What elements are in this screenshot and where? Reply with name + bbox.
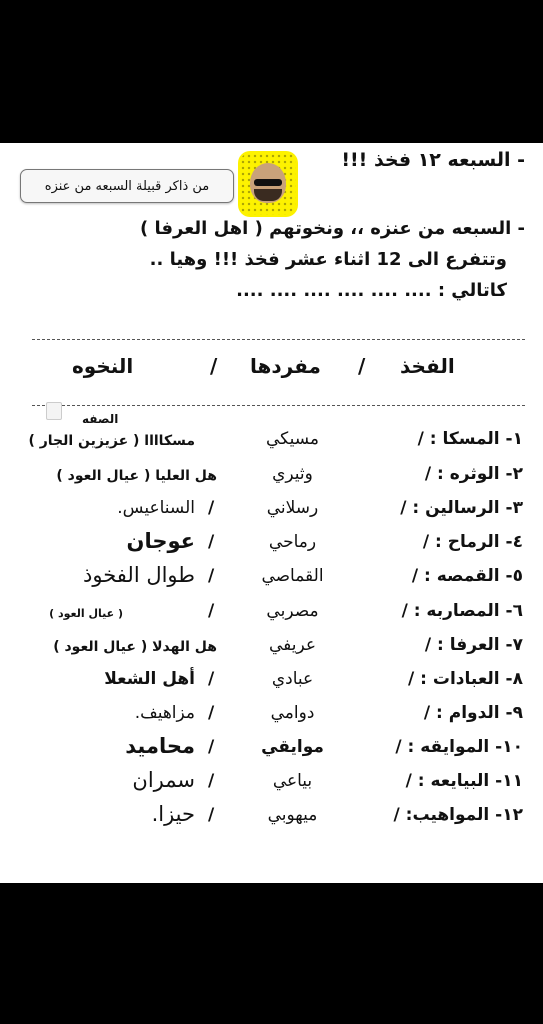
table-row — [0, 563, 543, 600]
row-fakhdh: ٣- الرسالين : / — [400, 498, 523, 518]
table-row — [0, 635, 543, 669]
row-fakhdh: ٢- الوثره : / — [424, 464, 523, 484]
document-page — [0, 143, 543, 883]
table-row — [0, 768, 543, 805]
header-sep: / — [358, 354, 366, 378]
intro-line: وتتفرع الى 12 اثناء عشر فخذ !!! وهيا .. — [149, 249, 507, 270]
row-nakhwa: هل العليا ( عيال العود ) — [56, 468, 217, 484]
table-row — [0, 734, 543, 771]
chat-bubble: من ذاكر قبيلة السبعه من عنزه — [20, 169, 234, 203]
row-sep: / — [208, 805, 215, 825]
header-sep: / — [210, 354, 218, 378]
table-row — [0, 601, 543, 635]
divider — [32, 405, 525, 406]
row-nakhwa: السناعيس. — [117, 498, 195, 518]
row-fakhdh: ٤- الرماح : / — [422, 532, 523, 552]
row-singular: موايقي — [261, 737, 324, 757]
row-sep: / — [208, 737, 215, 757]
row-sep: / — [208, 532, 215, 552]
row-sep: / — [208, 771, 215, 791]
row-sep: / — [208, 669, 215, 689]
safa-label: الصفه — [82, 412, 119, 426]
row-singular: عريفي — [268, 635, 317, 655]
row-singular: رسلاني — [266, 498, 319, 518]
row-fakhdh: ٦- المصاربه : / — [401, 601, 523, 621]
row-nakhwa: مسكاااا ( عزيزين الجار ) — [28, 433, 195, 449]
row-singular: دوامي — [270, 703, 315, 723]
row-nakhwa: مزاهيف. — [134, 703, 195, 723]
row-sep: / — [208, 498, 215, 518]
row-nakhwa: سمران — [132, 768, 195, 792]
row-fakhdh: ٩- الدوام : / — [423, 703, 523, 723]
row-nakhwa: أهل الشعلا — [104, 669, 195, 689]
row-fakhdh: ٧- العرفا : / — [424, 635, 523, 655]
row-fakhdh: ٨- العبادات : / — [408, 669, 523, 689]
table-row — [0, 703, 543, 737]
row-singular: عبادي — [271, 669, 314, 689]
row-singular: وثيري — [272, 464, 313, 484]
table-row — [0, 498, 543, 532]
divider — [32, 339, 525, 340]
row-nakhwa: عوجان — [126, 529, 195, 553]
row-singular: القماصي — [261, 566, 324, 586]
row-singular: رماحي — [268, 532, 317, 552]
row-singular: ميهوبي — [267, 805, 318, 825]
header-mufrad: مفردها — [250, 354, 321, 378]
snapchat-avatar-icon — [238, 151, 298, 217]
row-singular: مسيكي — [266, 429, 319, 449]
row-nakhwa: ( عيال العود ) — [49, 607, 123, 620]
table-row — [0, 529, 543, 566]
intro-line: - السبعه من عنزه ،، ونخوتهم ( اهل العرفا ) — [140, 218, 525, 239]
row-nakhwa: محاميد — [125, 734, 195, 758]
header-fakhdh: الفخذ — [400, 354, 455, 378]
row-sep: / — [208, 566, 215, 586]
header-nakhwa: النخوه — [72, 354, 134, 378]
page-title: - السبعه ١٢ فخذ !!! — [341, 149, 525, 171]
row-fakhdh: ١١- البيايعه : / — [405, 771, 523, 791]
row-nakhwa: طوال الفخوذ — [83, 563, 195, 587]
intro-text — [20, 213, 525, 306]
row-singular: بياعي — [272, 771, 313, 791]
row-fakhdh: ١- المسكا : / — [417, 429, 523, 449]
row-sep: / — [208, 601, 215, 621]
row-nakhwa: حيزا. — [151, 802, 195, 826]
row-fakhdh: ١٠- الموايقه : / — [395, 737, 523, 757]
table-header — [60, 354, 490, 388]
row-fakhdh: ١٢- المواهيب: / — [393, 805, 523, 825]
table-row — [0, 464, 543, 498]
table-row — [0, 429, 543, 463]
table-row — [0, 669, 543, 703]
page-curl-icon — [46, 402, 62, 420]
row-singular: مصربي — [266, 601, 319, 621]
row-sep: / — [208, 703, 215, 723]
row-nakhwa: هل الهدلا ( عيال العود ) — [53, 639, 217, 655]
table-row — [0, 802, 543, 839]
intro-line: كاتالي : .... .... .... .... .... .... — [236, 280, 507, 301]
row-fakhdh: ٥- القمصه : / — [411, 566, 523, 586]
